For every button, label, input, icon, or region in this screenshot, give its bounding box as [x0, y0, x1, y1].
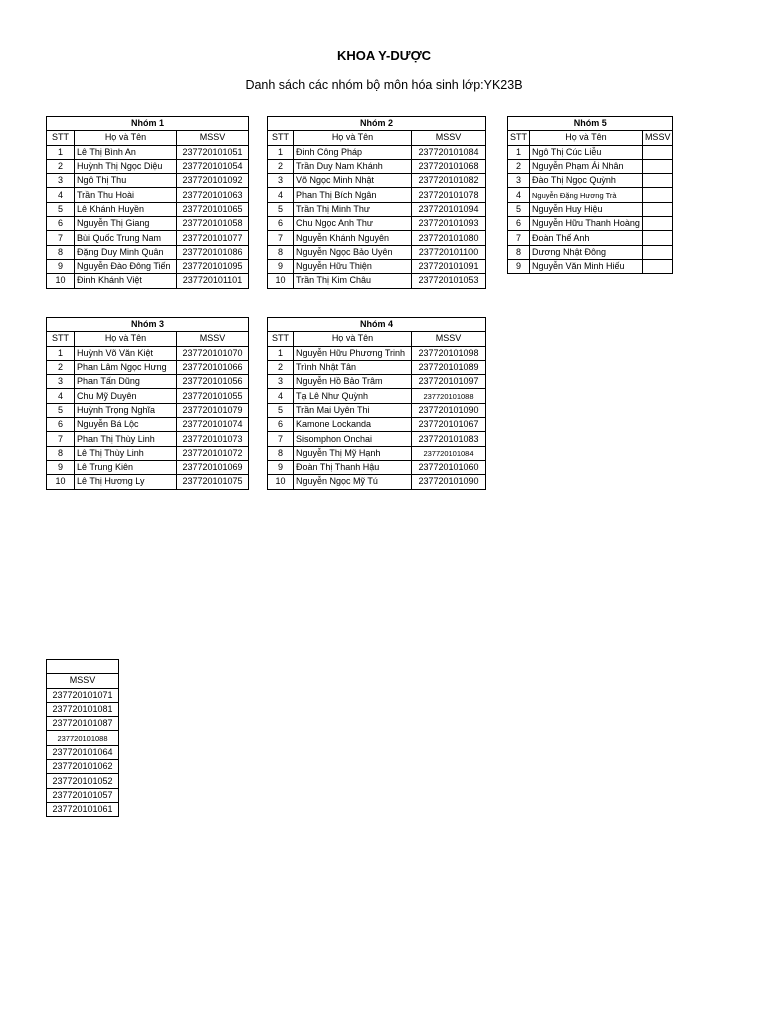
group-name: Nhóm 2	[268, 117, 486, 131]
row-mssv	[642, 174, 673, 188]
row-mssv: 237720101084	[412, 145, 486, 159]
row-name: Đinh Khánh Việt	[75, 274, 177, 288]
row-mssv: 237720101084	[412, 446, 486, 460]
row-mssv: 237720101083	[412, 432, 486, 446]
table-row	[508, 202, 673, 216]
row-name: Trình Nhật Tân	[294, 360, 412, 374]
row-stt: 8	[47, 245, 75, 259]
row-stt: 2	[508, 159, 530, 173]
list-item	[47, 802, 119, 816]
row-mssv	[642, 231, 673, 245]
table-row	[47, 159, 249, 173]
row-mssv	[642, 159, 673, 173]
table-row	[47, 202, 249, 216]
row-name: Huỳnh Võ Văn Kiệt	[75, 346, 177, 360]
row-stt: 10	[47, 274, 75, 288]
row-mssv: 237720101067	[412, 418, 486, 432]
row-mssv	[642, 245, 673, 259]
row-mssv	[642, 202, 673, 216]
table-row	[47, 188, 249, 202]
row-name: Trần Mai Uyên Thi	[294, 403, 412, 417]
table-row	[268, 418, 486, 432]
group-table	[267, 317, 486, 490]
row-mssv: 237720101090	[412, 475, 486, 489]
row-stt: 8	[268, 245, 294, 259]
row-name: Nguyễn Hữu Thanh Hoàng	[530, 217, 643, 231]
row-stt: 1	[268, 346, 294, 360]
row-stt: 9	[508, 259, 530, 273]
row-mssv: 237720101072	[177, 446, 249, 460]
table-row	[268, 174, 486, 188]
table-row	[268, 259, 486, 273]
row-name: Phan Tấn Dũng	[75, 375, 177, 389]
mssv-list-blank-cell	[47, 660, 119, 674]
row-mssv: 237720101092	[177, 174, 249, 188]
table-row	[508, 145, 673, 159]
row-mssv: 237720101070	[177, 346, 249, 360]
row-name: Trần Thu Hoài	[75, 188, 177, 202]
row-stt: 7	[47, 231, 75, 245]
col-header-stt: STT	[268, 131, 294, 145]
row-name: Trần Thị Minh Thư	[294, 202, 412, 216]
row-stt: 2	[268, 159, 294, 173]
group-table	[267, 116, 486, 289]
row-name: Nguyễn Hữu Phương Trinh	[294, 346, 412, 360]
row-mssv: 237720101097	[412, 375, 486, 389]
row-name: Nguyễn Ngọc Mỹ Tú	[294, 475, 412, 489]
row-name: Võ Ngọc Minh Nhật	[294, 174, 412, 188]
row-name: Phan Thị Thùy Linh	[75, 432, 177, 446]
table-row	[47, 174, 249, 188]
table-row	[268, 360, 486, 374]
table-row	[47, 145, 249, 159]
row-name: Nguyễn Huy Hiệu	[530, 202, 643, 216]
row-mssv	[642, 145, 673, 159]
col-header-mssv: MSSV	[642, 131, 673, 145]
row-stt: 9	[47, 460, 75, 474]
row-name: Phan Lâm Ngọc Hưng	[75, 360, 177, 374]
mssv-value: 237720101088	[47, 731, 119, 745]
row-stt: 10	[268, 274, 294, 288]
row-name: Dương Nhật Đông	[530, 245, 643, 259]
col-header-name: Họ và Tên	[530, 131, 643, 145]
mssv-list-header: MSSV	[47, 674, 119, 688]
table-row	[268, 432, 486, 446]
table-row	[47, 245, 249, 259]
row-stt: 5	[268, 202, 294, 216]
row-name: Đặng Duy Minh Quân	[75, 245, 177, 259]
row-mssv: 237720101065	[177, 202, 249, 216]
row-mssv: 237720101094	[412, 202, 486, 216]
row-stt: 3	[268, 375, 294, 389]
group-name: Nhóm 1	[47, 117, 249, 131]
table-row	[508, 245, 673, 259]
col-header-name: Họ và Tên	[75, 131, 177, 145]
table-row	[268, 245, 486, 259]
row-stt: 8	[268, 446, 294, 460]
col-header-mssv: MSSV	[412, 332, 486, 346]
col-header-name: Họ và Tên	[294, 131, 412, 145]
table-row	[268, 274, 486, 288]
group-name: Nhóm 3	[47, 318, 249, 332]
row-mssv: 237720101060	[412, 460, 486, 474]
row-mssv	[642, 259, 673, 273]
row-name: Ngô Thị Thu	[75, 174, 177, 188]
row-mssv: 237720101058	[177, 217, 249, 231]
table-row	[268, 460, 486, 474]
row-name: Chu Ngọc Anh Thư	[294, 217, 412, 231]
table-row	[47, 475, 249, 489]
row-mssv: 237720101101	[177, 274, 249, 288]
row-stt: 7	[47, 432, 75, 446]
row-name: Tạ Lê Như Quỳnh	[294, 389, 412, 403]
table-row	[268, 475, 486, 489]
row-stt: 5	[47, 403, 75, 417]
row-name: Nguyễn Hồ Bảo Trâm	[294, 375, 412, 389]
row-stt: 7	[268, 231, 294, 245]
row-stt: 4	[47, 188, 75, 202]
row-stt: 6	[47, 418, 75, 432]
row-mssv: 237720101093	[412, 217, 486, 231]
mssv-value: 237720101057	[47, 788, 119, 802]
row-mssv: 237720101090	[412, 403, 486, 417]
row-stt: 6	[268, 418, 294, 432]
row-name: Đoàn Thế Anh	[530, 231, 643, 245]
table-row	[47, 389, 249, 403]
list-item	[47, 688, 119, 702]
mssv-value: 237720101071	[47, 688, 119, 702]
col-header-mssv: MSSV	[177, 131, 249, 145]
row-stt: 10	[47, 475, 75, 489]
row-name: Nguyễn Thị Giang	[75, 217, 177, 231]
col-header-stt: STT	[47, 131, 75, 145]
row-name: Nguyễn Thị Mỹ Hạnh	[294, 446, 412, 460]
row-name: Nguyễn Hữu Thiện	[294, 259, 412, 273]
row-stt: 1	[47, 145, 75, 159]
row-mssv: 237720101054	[177, 159, 249, 173]
row-stt: 4	[47, 389, 75, 403]
row-mssv: 237720101074	[177, 418, 249, 432]
table-row	[47, 375, 249, 389]
table-row	[508, 188, 673, 202]
row-mssv: 237720101066	[177, 360, 249, 374]
table-row	[47, 231, 249, 245]
list-item	[47, 717, 119, 731]
table-row	[268, 188, 486, 202]
table-row	[47, 446, 249, 460]
mssv-value: 237720101061	[47, 802, 119, 816]
row-name: Nguyễn Phạm Ái Nhân	[530, 159, 643, 173]
row-mssv	[642, 217, 673, 231]
row-stt: 10	[268, 475, 294, 489]
table-row	[508, 217, 673, 231]
row-name: Sisomphon Onchai	[294, 432, 412, 446]
row-stt: 9	[268, 460, 294, 474]
row-stt: 6	[268, 217, 294, 231]
mssv-value: 237720101087	[47, 717, 119, 731]
group-name: Nhóm 5	[508, 117, 673, 131]
page-subtitle: Danh sách các nhóm bộ môn hóa sinh lớp:YK23B	[245, 78, 523, 92]
row-stt: 4	[268, 389, 294, 403]
list-item	[47, 788, 119, 802]
row-stt: 7	[268, 432, 294, 446]
col-header-stt: STT	[508, 131, 530, 145]
row-stt: 3	[47, 174, 75, 188]
table-row	[508, 159, 673, 173]
table-row	[47, 403, 249, 417]
row-stt: 1	[508, 145, 530, 159]
row-name: Nguyễn Văn Minh Hiếu	[530, 259, 643, 273]
row-name: Ngô Thị Cúc Liễu	[530, 145, 643, 159]
row-stt: 7	[508, 231, 530, 245]
row-stt: 2	[268, 360, 294, 374]
group-name: Nhóm 4	[268, 318, 486, 332]
row-name: Lê Trung Kiên	[75, 460, 177, 474]
row-name: Nguyễn Khánh Nguyên	[294, 231, 412, 245]
table-row	[47, 432, 249, 446]
row-mssv: 237720101080	[412, 231, 486, 245]
table-row	[47, 217, 249, 231]
row-name: Lê Thị Hương Ly	[75, 475, 177, 489]
row-name: Lê Thị Thùy Linh	[75, 446, 177, 460]
table-row	[508, 174, 673, 188]
table-row	[268, 446, 486, 460]
row-mssv: 237720101075	[177, 475, 249, 489]
row-name: Nguyễn Đào Đông Tiến	[75, 259, 177, 273]
list-item	[47, 745, 119, 759]
row-mssv	[642, 188, 673, 202]
list-item	[47, 760, 119, 774]
row-mssv: 237720101073	[177, 432, 249, 446]
row-mssv: 237720101082	[412, 174, 486, 188]
row-stt: 9	[268, 259, 294, 273]
row-mssv: 237720101079	[177, 403, 249, 417]
mssv-value: 237720101062	[47, 760, 119, 774]
row-mssv: 237720101100	[412, 245, 486, 259]
row-name: Lê Khánh Huyền	[75, 202, 177, 216]
row-stt: 1	[47, 346, 75, 360]
row-name: Nguyễn Đặng Hương Trà	[530, 188, 643, 202]
page-title: KHOA Y-DƯỢC	[336, 48, 432, 63]
row-stt: 3	[47, 375, 75, 389]
row-name: Chu Mỹ Duyên	[75, 389, 177, 403]
mssv-list-table	[46, 659, 119, 817]
row-name: Lê Thị Bình An	[75, 145, 177, 159]
table-row	[268, 145, 486, 159]
row-stt: 1	[268, 145, 294, 159]
table-row	[47, 460, 249, 474]
row-stt: 4	[268, 188, 294, 202]
table-row	[268, 202, 486, 216]
row-stt: 4	[508, 188, 530, 202]
row-stt: 5	[508, 202, 530, 216]
table-row	[47, 360, 249, 374]
row-name: Đoàn Thị Thanh Hậu	[294, 460, 412, 474]
table-row	[268, 346, 486, 360]
table-row	[47, 274, 249, 288]
mssv-value: 237720101081	[47, 702, 119, 716]
row-name: Đào Thị Ngọc Quỳnh	[530, 174, 643, 188]
row-mssv: 237720101069	[177, 460, 249, 474]
table-row	[47, 259, 249, 273]
row-mssv: 237720101089	[412, 360, 486, 374]
row-stt: 5	[47, 202, 75, 216]
row-name: Huỳnh Trọng Nghĩa	[75, 403, 177, 417]
row-stt: 2	[47, 360, 75, 374]
group-table	[46, 317, 249, 490]
row-name: Đinh Công Pháp	[294, 145, 412, 159]
table-row	[508, 259, 673, 273]
col-header-name: Họ và Tên	[294, 332, 412, 346]
col-header-name: Họ và Tên	[75, 332, 177, 346]
row-mssv: 237720101077	[177, 231, 249, 245]
group-table	[507, 116, 673, 274]
row-mssv: 237720101053	[412, 274, 486, 288]
list-item	[47, 702, 119, 716]
row-stt: 3	[268, 174, 294, 188]
row-stt: 9	[47, 259, 75, 273]
row-mssv: 237720101095	[177, 259, 249, 273]
table-row	[47, 418, 249, 432]
group-table-clip	[507, 116, 671, 286]
row-name: Phan Thị Bích Ngân	[294, 188, 412, 202]
row-mssv: 237720101086	[177, 245, 249, 259]
table-row	[508, 231, 673, 245]
table-row	[268, 389, 486, 403]
row-name: Trần Duy Nam Khánh	[294, 159, 412, 173]
col-header-mssv: MSSV	[177, 332, 249, 346]
row-stt: 6	[47, 217, 75, 231]
row-mssv: 237720101078	[412, 188, 486, 202]
table-row	[268, 403, 486, 417]
row-name: Trần Thị Kim Châu	[294, 274, 412, 288]
row-mssv: 237720101055	[177, 389, 249, 403]
col-header-mssv: MSSV	[412, 131, 486, 145]
row-mssv: 237720101063	[177, 188, 249, 202]
row-mssv: 237720101068	[412, 159, 486, 173]
row-stt: 8	[47, 446, 75, 460]
row-mssv: 237720101051	[177, 145, 249, 159]
row-name: Bùi Quốc Trung Nam	[75, 231, 177, 245]
row-stt: 5	[268, 403, 294, 417]
table-row	[268, 217, 486, 231]
mssv-value: 237720101052	[47, 774, 119, 788]
row-name: Nguyễn Bá Lộc	[75, 418, 177, 432]
row-mssv: 237720101088	[412, 389, 486, 403]
row-mssv: 237720101056	[177, 375, 249, 389]
row-name: Kamone Lockanda	[294, 418, 412, 432]
mssv-value: 237720101064	[47, 745, 119, 759]
row-mssv: 237720101098	[412, 346, 486, 360]
list-item	[47, 774, 119, 788]
table-row	[268, 375, 486, 389]
row-name: Huỳnh Thị Ngọc Diệu	[75, 159, 177, 173]
table-row	[47, 346, 249, 360]
row-mssv: 237720101091	[412, 259, 486, 273]
row-stt: 3	[508, 174, 530, 188]
table-row	[268, 159, 486, 173]
table-row	[268, 231, 486, 245]
row-stt: 8	[508, 245, 530, 259]
col-header-stt: STT	[268, 332, 294, 346]
row-name: Nguyễn Ngọc Bảo Uyên	[294, 245, 412, 259]
row-stt: 2	[47, 159, 75, 173]
col-header-stt: STT	[47, 332, 75, 346]
list-item	[47, 731, 119, 745]
group-table	[46, 116, 249, 289]
row-stt: 6	[508, 217, 530, 231]
